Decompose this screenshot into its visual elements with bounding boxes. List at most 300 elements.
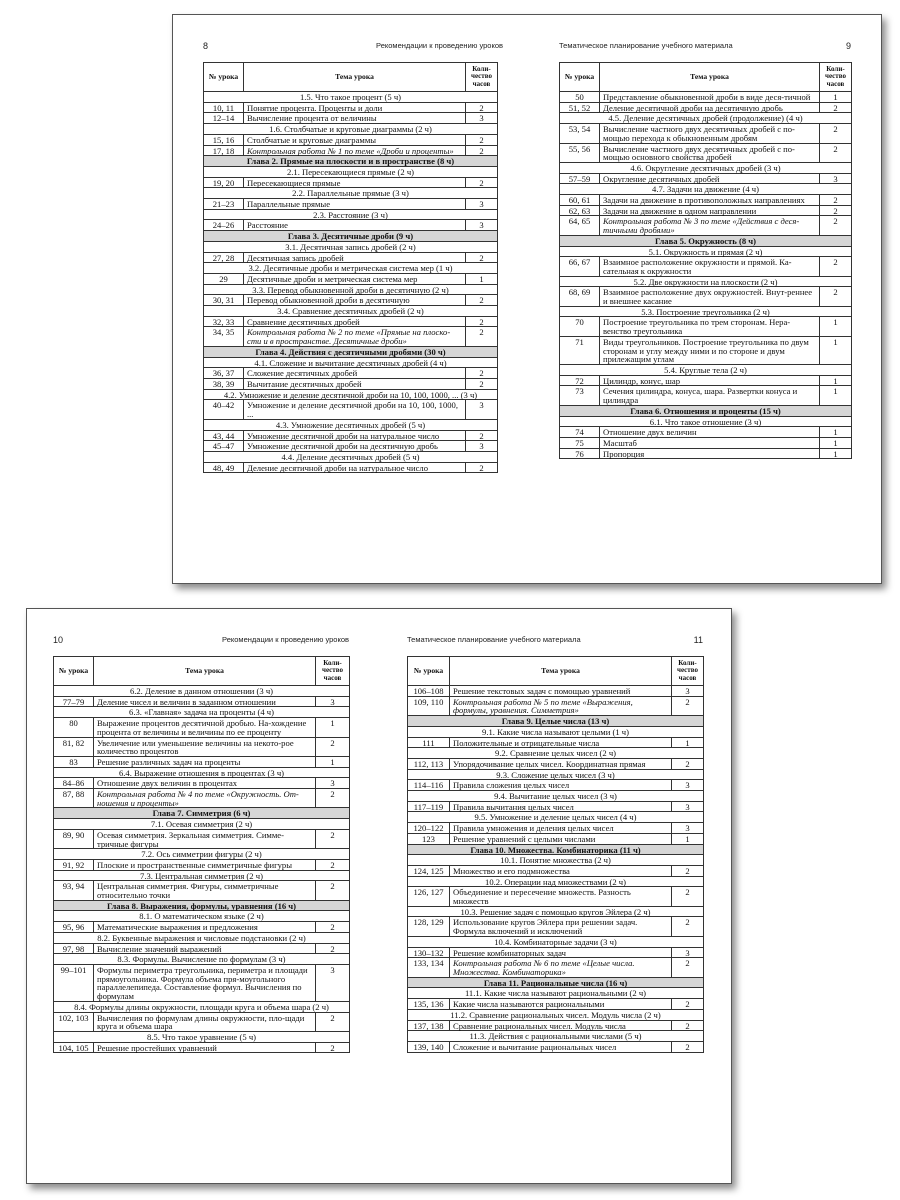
lesson-row bbox=[560, 195, 852, 206]
lesson-row bbox=[204, 441, 498, 452]
section-row bbox=[408, 876, 704, 887]
lesson-number: 111 bbox=[408, 737, 450, 748]
lesson-topic: Вычисление значений выражений bbox=[94, 943, 316, 954]
column-header-num: № урока bbox=[54, 657, 94, 686]
book-spread-top bbox=[172, 14, 882, 584]
lesson-row bbox=[54, 1012, 350, 1031]
lesson-number: 10, 11 bbox=[204, 102, 244, 113]
lesson-hours: 2 bbox=[820, 205, 852, 216]
lesson-topic: Математические выражения и предложения bbox=[94, 922, 316, 933]
lesson-number: 70 bbox=[560, 317, 600, 336]
lesson-number: 12–14 bbox=[204, 113, 244, 124]
lesson-topic: Контрольная работа № 5 по теме «Выражения, формулы, уравнения. Симметрия» bbox=[450, 696, 672, 715]
section-row bbox=[560, 113, 852, 124]
section-row bbox=[54, 707, 350, 718]
lesson-topic: Виды треугольников. Построение треугольника по двум сторонам и углу между ними и по стороне и двум прилежащим углам bbox=[600, 336, 820, 364]
lesson-row bbox=[560, 173, 852, 184]
chapter-title: Глава 3. Десятичные дроби (9 ч) bbox=[204, 231, 498, 242]
running-header: Рекомендации к проведению уроков bbox=[222, 635, 349, 644]
lesson-topic: Осевая симметрия. Зеркальная симметрия. Симме-тричные фигуры bbox=[94, 829, 316, 848]
lesson-topic: Пропорция bbox=[600, 448, 820, 459]
section-title: 6.3. «Главная» задача на проценты (4 ч) bbox=[54, 707, 350, 718]
section-title: 3.3. Перевод обыкновенной дроби в десятичную (2 ч) bbox=[204, 284, 498, 295]
section-title: 9.4. Вычитание целых чисел (3 ч) bbox=[408, 791, 704, 802]
lesson-topic: Контрольная работа № 2 по теме «Прямые на плоско-сти и в пространстве. Десятичные дроби» bbox=[244, 327, 466, 346]
chapter-title: Глава 8. Выражения, формулы, уравнения (16 ч) bbox=[54, 900, 350, 911]
lesson-hours: 1 bbox=[672, 833, 704, 844]
lesson-row bbox=[204, 316, 498, 327]
chapter-row bbox=[408, 716, 704, 727]
section-row bbox=[408, 769, 704, 780]
chapter-title: Глава 5. Окружность (8 ч) bbox=[560, 235, 852, 246]
section-row bbox=[560, 416, 852, 427]
lesson-hours: 1 bbox=[820, 386, 852, 405]
lesson-topic: Умножение десятичной дроби на натуральное число bbox=[244, 430, 466, 441]
lesson-row bbox=[408, 780, 704, 791]
lesson-topic: Решение уравнений с целыми числами bbox=[450, 833, 672, 844]
section-title: 3.2. Десятичные дроби и метрическая система мер (1 ч) bbox=[204, 263, 498, 274]
section-title: 5.3. Построение треугольника (2 ч) bbox=[560, 306, 852, 317]
lesson-topic: Выражение процентов десятичной дробью. На-хождение процента от величины и величины по ее проценту bbox=[94, 718, 316, 737]
section-title: 9.2. Сравнение целых чисел (2 ч) bbox=[408, 748, 704, 759]
section-row bbox=[408, 1009, 704, 1020]
lesson-topic: Вычитание десятичных дробей bbox=[244, 378, 466, 389]
lesson-row bbox=[204, 462, 498, 473]
section-row bbox=[408, 791, 704, 802]
section-title: 8.2. Буквенные выражения и числовые подстановки (2 ч) bbox=[54, 932, 350, 943]
lesson-row bbox=[204, 177, 498, 188]
lesson-number: 21–23 bbox=[204, 199, 244, 210]
lesson-row bbox=[54, 778, 350, 789]
lesson-row bbox=[204, 102, 498, 113]
lesson-row bbox=[560, 375, 852, 386]
lesson-number: 15, 16 bbox=[204, 134, 244, 145]
chapter-title: Глава 2. Прямые на плоскости и в пространстве (8 ч) bbox=[204, 156, 498, 167]
section-row bbox=[54, 767, 350, 778]
lesson-number: 71 bbox=[560, 336, 600, 364]
section-row bbox=[54, 954, 350, 965]
lesson-hours: 1 bbox=[820, 317, 852, 336]
lesson-topic: Деление чисел и величин в заданном отношении bbox=[94, 696, 316, 707]
lesson-row bbox=[204, 400, 498, 419]
lesson-hours: 2 bbox=[672, 696, 704, 715]
lesson-hours: 3 bbox=[316, 696, 350, 707]
lesson-number: 130–132 bbox=[408, 947, 450, 958]
chapter-title: Глава 9. Целые числа (13 ч) bbox=[408, 716, 704, 727]
section-title: 4.4. Деление десятичных дробей (5 ч) bbox=[204, 451, 498, 462]
lesson-number: 72 bbox=[560, 375, 600, 386]
lesson-hours: 2 bbox=[316, 881, 350, 900]
section-row bbox=[204, 306, 498, 317]
lesson-topic: Решение комбинаторных задач bbox=[450, 947, 672, 958]
lesson-topic: Представление обыкновенной дроби в виде деся-тичной bbox=[600, 92, 820, 103]
lesson-row bbox=[560, 143, 852, 162]
lesson-topic: Понятие процента. Проценты и доли bbox=[244, 102, 466, 113]
lesson-topic: Умножение десятичной дроби на десятичную дробь bbox=[244, 441, 466, 452]
chapter-row bbox=[560, 235, 852, 246]
lesson-topic: Положительные и отрицательные числа bbox=[450, 737, 672, 748]
lesson-topic: Решение текстовых задач с помощью уравнений bbox=[450, 686, 672, 697]
lesson-hours: 1 bbox=[820, 375, 852, 386]
section-row bbox=[408, 855, 704, 866]
lesson-row bbox=[54, 859, 350, 870]
lesson-topic: Решение простейших уравнений bbox=[94, 1042, 316, 1053]
lesson-row bbox=[408, 737, 704, 748]
lesson-hours: 1 bbox=[820, 437, 852, 448]
lesson-number: 51, 52 bbox=[560, 102, 600, 113]
lesson-topic: Умножение и деление десятичной дроби на 10, 100, 1000, ... bbox=[244, 400, 466, 419]
column-header-topic: Тема урока bbox=[244, 63, 466, 92]
lesson-hours: 2 bbox=[466, 430, 498, 441]
section-row bbox=[54, 849, 350, 860]
lesson-number: 45–47 bbox=[204, 441, 244, 452]
lesson-topic: Вычисление частного двух десятичных дробей с по-мощью основного свойства дробей bbox=[600, 143, 820, 162]
lesson-row bbox=[408, 947, 704, 958]
lesson-topic: Множество и его подмножества bbox=[450, 865, 672, 876]
lesson-hours: 2 bbox=[820, 102, 852, 113]
lesson-row bbox=[204, 430, 498, 441]
lesson-number: 73 bbox=[560, 386, 600, 405]
lesson-hours: 3 bbox=[672, 686, 704, 697]
section-row bbox=[54, 819, 350, 830]
column-header-topic: Тема урока bbox=[94, 657, 316, 686]
lesson-number: 102, 103 bbox=[54, 1012, 94, 1031]
lesson-hours: 2 bbox=[466, 102, 498, 113]
lesson-row bbox=[54, 964, 350, 1001]
section-row bbox=[204, 92, 498, 103]
lesson-number: 75 bbox=[560, 437, 600, 448]
lesson-row bbox=[408, 887, 704, 906]
section-title: 1.6. Столбчатые и круговые диаграммы (2 ч) bbox=[204, 124, 498, 135]
lesson-topic: Цилиндр, конус, шар bbox=[600, 375, 820, 386]
lesson-topic: Объединение и пересечение множеств. Разность множеств bbox=[450, 887, 672, 906]
lesson-hours: 2 bbox=[820, 124, 852, 143]
lesson-hours: 1 bbox=[820, 92, 852, 103]
lesson-topic: Формулы периметра треугольника, периметра и площади прямоугольника. Формула объема пря-моугольного параллелепипеда. Составление формул. Вычисления по формулам bbox=[94, 964, 316, 1001]
lesson-number: 60, 61 bbox=[560, 195, 600, 206]
lesson-topic: Увеличение или уменьшение величины на некото-рое количество процентов bbox=[94, 737, 316, 756]
section-row bbox=[54, 1031, 350, 1042]
section-row bbox=[560, 364, 852, 375]
section-title: 6.4. Выражение отношения в процентах (3 ч) bbox=[54, 767, 350, 778]
lesson-row bbox=[560, 386, 852, 405]
section-title: 10.3. Решение задач с помощью кругов Эйлера (2 ч) bbox=[408, 906, 704, 917]
page-number: 8 bbox=[203, 41, 209, 51]
lesson-hours: 3 bbox=[672, 823, 704, 834]
lesson-row bbox=[204, 145, 498, 156]
lesson-number: 117–119 bbox=[408, 801, 450, 812]
lesson-number: 17, 18 bbox=[204, 145, 244, 156]
lesson-number: 123 bbox=[408, 833, 450, 844]
running-header: Тематическое планирование учебного материала bbox=[559, 41, 733, 50]
lesson-number: 133, 134 bbox=[408, 958, 450, 977]
lesson-number: 80 bbox=[54, 718, 94, 737]
lesson-hours: 2 bbox=[672, 1041, 704, 1052]
lesson-topic: Задачи на движение в одном направлении bbox=[600, 205, 820, 216]
lesson-topic: Сечения цилиндра, конуса, шара. Развертки конуса и цилиндра bbox=[600, 386, 820, 405]
section-row bbox=[560, 246, 852, 257]
lesson-row bbox=[54, 943, 350, 954]
section-title: 10.2. Операции над множествами (2 ч) bbox=[408, 876, 704, 887]
lesson-plan-table bbox=[203, 62, 498, 473]
column-header-hours: Коли- чество часов bbox=[466, 63, 498, 92]
lesson-topic: Десятичные дроби и метрическая система мер bbox=[244, 273, 466, 284]
lesson-hours: 2 bbox=[466, 145, 498, 156]
lesson-number: 137, 138 bbox=[408, 1020, 450, 1031]
page-number: 10 bbox=[53, 635, 64, 645]
lesson-number: 32, 33 bbox=[204, 316, 244, 327]
lesson-hours: 3 bbox=[466, 441, 498, 452]
lesson-topic: Вычисления по формулам длины окружности, пло-щади круга и объема шара bbox=[94, 1012, 316, 1031]
lesson-hours: 2 bbox=[672, 1020, 704, 1031]
lesson-topic: Отношение двух величин bbox=[600, 427, 820, 438]
lesson-number: 91, 92 bbox=[54, 859, 94, 870]
lesson-number: 112, 113 bbox=[408, 758, 450, 769]
section-title: 7.3. Центральная симметрия (2 ч) bbox=[54, 870, 350, 881]
chapter-row bbox=[408, 844, 704, 855]
lesson-topic: Отношение двух величин в процентах bbox=[94, 778, 316, 789]
lesson-hours: 3 bbox=[466, 199, 498, 210]
section-row bbox=[204, 263, 498, 274]
lesson-row bbox=[204, 199, 498, 210]
lesson-topic: Деление десятичной дроби на десятичную дробь bbox=[600, 102, 820, 113]
lesson-number: 30, 31 bbox=[204, 295, 244, 306]
section-row bbox=[408, 726, 704, 737]
book-spread-bottom bbox=[26, 608, 732, 1184]
lesson-number: 126, 127 bbox=[408, 887, 450, 906]
lesson-topic: Сравнение рациональных чисел. Модуль числа bbox=[450, 1020, 672, 1031]
lesson-number: 84–86 bbox=[54, 778, 94, 789]
section-row bbox=[54, 911, 350, 922]
column-header-topic: Тема урока bbox=[450, 657, 672, 686]
section-title: 3.4. Сравнение десятичных дробей (2 ч) bbox=[204, 306, 498, 317]
lesson-number: 38, 39 bbox=[204, 378, 244, 389]
lesson-hours: 1 bbox=[672, 737, 704, 748]
lesson-topic: Центральная симметрия. Фигуры, симметричные относительно точки bbox=[94, 881, 316, 900]
lesson-hours: 3 bbox=[672, 801, 704, 812]
section-title: 4.7. Задачи на движение (4 ч) bbox=[560, 184, 852, 195]
chapter-title: Глава 10. Множества. Комбинаторика (11 ч) bbox=[408, 844, 704, 855]
lesson-number: 95, 96 bbox=[54, 922, 94, 933]
lesson-number: 34, 35 bbox=[204, 327, 244, 346]
section-row bbox=[204, 124, 498, 135]
section-row bbox=[560, 184, 852, 195]
lesson-hours: 2 bbox=[316, 922, 350, 933]
lesson-row bbox=[54, 696, 350, 707]
lesson-hours: 3 bbox=[672, 780, 704, 791]
lesson-row bbox=[408, 958, 704, 977]
lesson-hours: 2 bbox=[672, 917, 704, 936]
running-header: Тематическое планирование учебного материала bbox=[407, 635, 581, 644]
lesson-number: 48, 49 bbox=[204, 462, 244, 473]
lesson-topic: Контрольная работа № 3 по теме «Действия с деся-тичными дробями» bbox=[600, 216, 820, 235]
section-title: 4.5. Деление десятичных дробей (продолжение) (4 ч) bbox=[560, 113, 852, 124]
section-title: 8.3. Формулы. Вычисление по формулам (3 ч) bbox=[54, 954, 350, 965]
section-row bbox=[408, 1031, 704, 1042]
lesson-row bbox=[560, 102, 852, 113]
chapter-row bbox=[204, 231, 498, 242]
lesson-hours: 2 bbox=[672, 999, 704, 1010]
lesson-number: 36, 37 bbox=[204, 368, 244, 379]
lesson-row bbox=[408, 823, 704, 834]
chapter-row bbox=[408, 977, 704, 988]
page-number: 9 bbox=[845, 41, 851, 51]
lesson-hours: 2 bbox=[466, 378, 498, 389]
lesson-number: 74 bbox=[560, 427, 600, 438]
lesson-topic: Вычисление частного двух десятичных дробей с по-мощью перехода к обыкновенным дробям bbox=[600, 124, 820, 143]
section-row bbox=[54, 686, 350, 697]
lesson-row bbox=[408, 865, 704, 876]
lesson-topic: Столбчатые и круговые диаграммы bbox=[244, 134, 466, 145]
lesson-number: 81, 82 bbox=[54, 737, 94, 756]
lesson-row bbox=[408, 1041, 704, 1052]
section-row bbox=[560, 162, 852, 173]
lesson-hours: 2 bbox=[820, 143, 852, 162]
section-row bbox=[408, 936, 704, 947]
section-row bbox=[204, 188, 498, 199]
lesson-hours: 2 bbox=[672, 865, 704, 876]
lesson-row bbox=[54, 922, 350, 933]
lesson-topic: Упорядочивание целых чисел. Координатная прямая bbox=[450, 758, 672, 769]
lesson-hours: 2 bbox=[672, 958, 704, 977]
lesson-topic: Вычисление процента от величины bbox=[244, 113, 466, 124]
section-title: 5.4. Круглые тела (2 ч) bbox=[560, 364, 852, 375]
section-title: 4.1. Сложение и вычитание десятичных дробей (4 ч) bbox=[204, 357, 498, 368]
lesson-hours: 2 bbox=[820, 257, 852, 276]
lesson-row bbox=[560, 448, 852, 459]
lesson-hours: 1 bbox=[820, 336, 852, 364]
lesson-row bbox=[54, 737, 350, 756]
section-title: 8.1. О математическом языке (2 ч) bbox=[54, 911, 350, 922]
column-header-topic: Тема урока bbox=[600, 63, 820, 92]
chapter-title: Глава 6. Отношения и проценты (15 ч) bbox=[560, 405, 852, 416]
lesson-row bbox=[560, 205, 852, 216]
section-row bbox=[204, 284, 498, 295]
lesson-topic: Перевод обыкновенной дроби в десятичную bbox=[244, 295, 466, 306]
lesson-row bbox=[204, 295, 498, 306]
lesson-topic: Десятичная запись дробей bbox=[244, 252, 466, 263]
lesson-topic: Расстояние bbox=[244, 220, 466, 231]
lesson-topic: Взаимное расположение окружности и прямой. Ка-сательная к окружности bbox=[600, 257, 820, 276]
lesson-hours: 2 bbox=[316, 859, 350, 870]
column-header-hours: Коли- чество часов bbox=[316, 657, 350, 686]
chapter-title: Глава 4. Действия с десятичными дробями (30 ч) bbox=[204, 346, 498, 357]
lesson-number: 135, 136 bbox=[408, 999, 450, 1010]
section-row bbox=[204, 357, 498, 368]
lesson-number: 50 bbox=[560, 92, 600, 103]
column-header-num: № урока bbox=[204, 63, 244, 92]
section-title: 3.1. Десятичная запись дробей (2 ч) bbox=[204, 241, 498, 252]
lesson-topic: Округление десятичных дробей bbox=[600, 173, 820, 184]
lesson-row bbox=[560, 427, 852, 438]
section-row bbox=[204, 419, 498, 430]
section-row bbox=[408, 988, 704, 999]
lesson-plan-table bbox=[559, 62, 852, 459]
section-title: 7.2. Ось симметрии фигуры (2 ч) bbox=[54, 849, 350, 860]
column-header-hours: Коли- чество часов bbox=[672, 657, 704, 686]
lesson-number: 19, 20 bbox=[204, 177, 244, 188]
lesson-topic: Взаимное расположение двух окружностей. Внут-реннее и внешнее касание bbox=[600, 287, 820, 306]
lesson-topic: Параллельные прямые bbox=[244, 199, 466, 210]
section-row bbox=[560, 306, 852, 317]
section-title: 4.6. Округление десятичных дробей (3 ч) bbox=[560, 162, 852, 173]
lesson-topic: Правила сложения целых чисел bbox=[450, 780, 672, 791]
lesson-number: 93, 94 bbox=[54, 881, 94, 900]
lesson-number: 55, 56 bbox=[560, 143, 600, 162]
lesson-hours: 2 bbox=[316, 1012, 350, 1031]
lesson-row bbox=[560, 437, 852, 448]
lesson-topic: Правила вычитания целых чисел bbox=[450, 801, 672, 812]
lesson-topic: Пересекающиеся прямые bbox=[244, 177, 466, 188]
lesson-row bbox=[204, 134, 498, 145]
chapter-title: Глава 11. Рациональные числа (16 ч) bbox=[408, 977, 704, 988]
section-row bbox=[204, 451, 498, 462]
lesson-topic: Плоские и пространственные симметричные фигуры bbox=[94, 859, 316, 870]
lesson-topic: Сравнение десятичных дробей bbox=[244, 316, 466, 327]
lesson-topic: Сложение и вычитание рациональных чисел bbox=[450, 1041, 672, 1052]
section-row bbox=[204, 389, 498, 400]
section-title: 9.3. Сложение целых чисел (3 ч) bbox=[408, 769, 704, 780]
lesson-topic: Сложение десятичных дробей bbox=[244, 368, 466, 379]
lesson-row bbox=[408, 917, 704, 936]
lesson-row bbox=[54, 1042, 350, 1053]
lesson-row bbox=[54, 881, 350, 900]
section-title: 5.2. Две окружности на плоскости (2 ч) bbox=[560, 276, 852, 287]
lesson-number: 68, 69 bbox=[560, 287, 600, 306]
lesson-number: 124, 125 bbox=[408, 865, 450, 876]
lesson-hours: 2 bbox=[672, 887, 704, 906]
section-title: 1.5. Что такое процент (5 ч) bbox=[204, 92, 498, 103]
lesson-number: 76 bbox=[560, 448, 600, 459]
lesson-hours: 2 bbox=[466, 295, 498, 306]
lesson-hours: 3 bbox=[466, 400, 498, 419]
chapter-row bbox=[54, 900, 350, 911]
section-title: 2.3. Расстояние (3 ч) bbox=[204, 209, 498, 220]
lesson-hours: 2 bbox=[672, 758, 704, 769]
section-title: 11.1. Какие числа называют рациональными (2 ч) bbox=[408, 988, 704, 999]
lesson-number: 66, 67 bbox=[560, 257, 600, 276]
lesson-hours: 3 bbox=[820, 173, 852, 184]
lesson-row bbox=[560, 317, 852, 336]
lesson-row bbox=[204, 327, 498, 346]
lesson-row bbox=[408, 801, 704, 812]
lesson-row bbox=[408, 999, 704, 1010]
lesson-topic: Деление десятичной дроби на натуральное число bbox=[244, 462, 466, 473]
section-title: 8.4. Формулы длины окружности, площади круга и объема шара (2 ч) bbox=[54, 1001, 350, 1012]
lesson-row bbox=[54, 756, 350, 767]
lesson-hours: 2 bbox=[466, 134, 498, 145]
section-title: 10.1. Понятие множества (2 ч) bbox=[408, 855, 704, 866]
lesson-topic: Контрольная работа № 1 по теме «Дроби и проценты» bbox=[244, 145, 466, 156]
lesson-row bbox=[204, 113, 498, 124]
section-title: 4.3. Умножение десятичных дробей (5 ч) bbox=[204, 419, 498, 430]
lesson-hours: 2 bbox=[820, 287, 852, 306]
lesson-number: 64, 65 bbox=[560, 216, 600, 235]
lesson-number: 106–108 bbox=[408, 686, 450, 697]
lesson-number: 53, 54 bbox=[560, 124, 600, 143]
chapter-row bbox=[204, 156, 498, 167]
lesson-hours: 1 bbox=[820, 448, 852, 459]
section-title: 11.3. Действия с рациональными числами (5 ч) bbox=[408, 1031, 704, 1042]
lesson-number: 24–26 bbox=[204, 220, 244, 231]
lesson-hours: 3 bbox=[316, 778, 350, 789]
lesson-hours: 3 bbox=[316, 964, 350, 1001]
section-row bbox=[408, 748, 704, 759]
chapter-row bbox=[204, 346, 498, 357]
lesson-row bbox=[204, 252, 498, 263]
lesson-row bbox=[204, 368, 498, 379]
lesson-hours: 2 bbox=[466, 462, 498, 473]
